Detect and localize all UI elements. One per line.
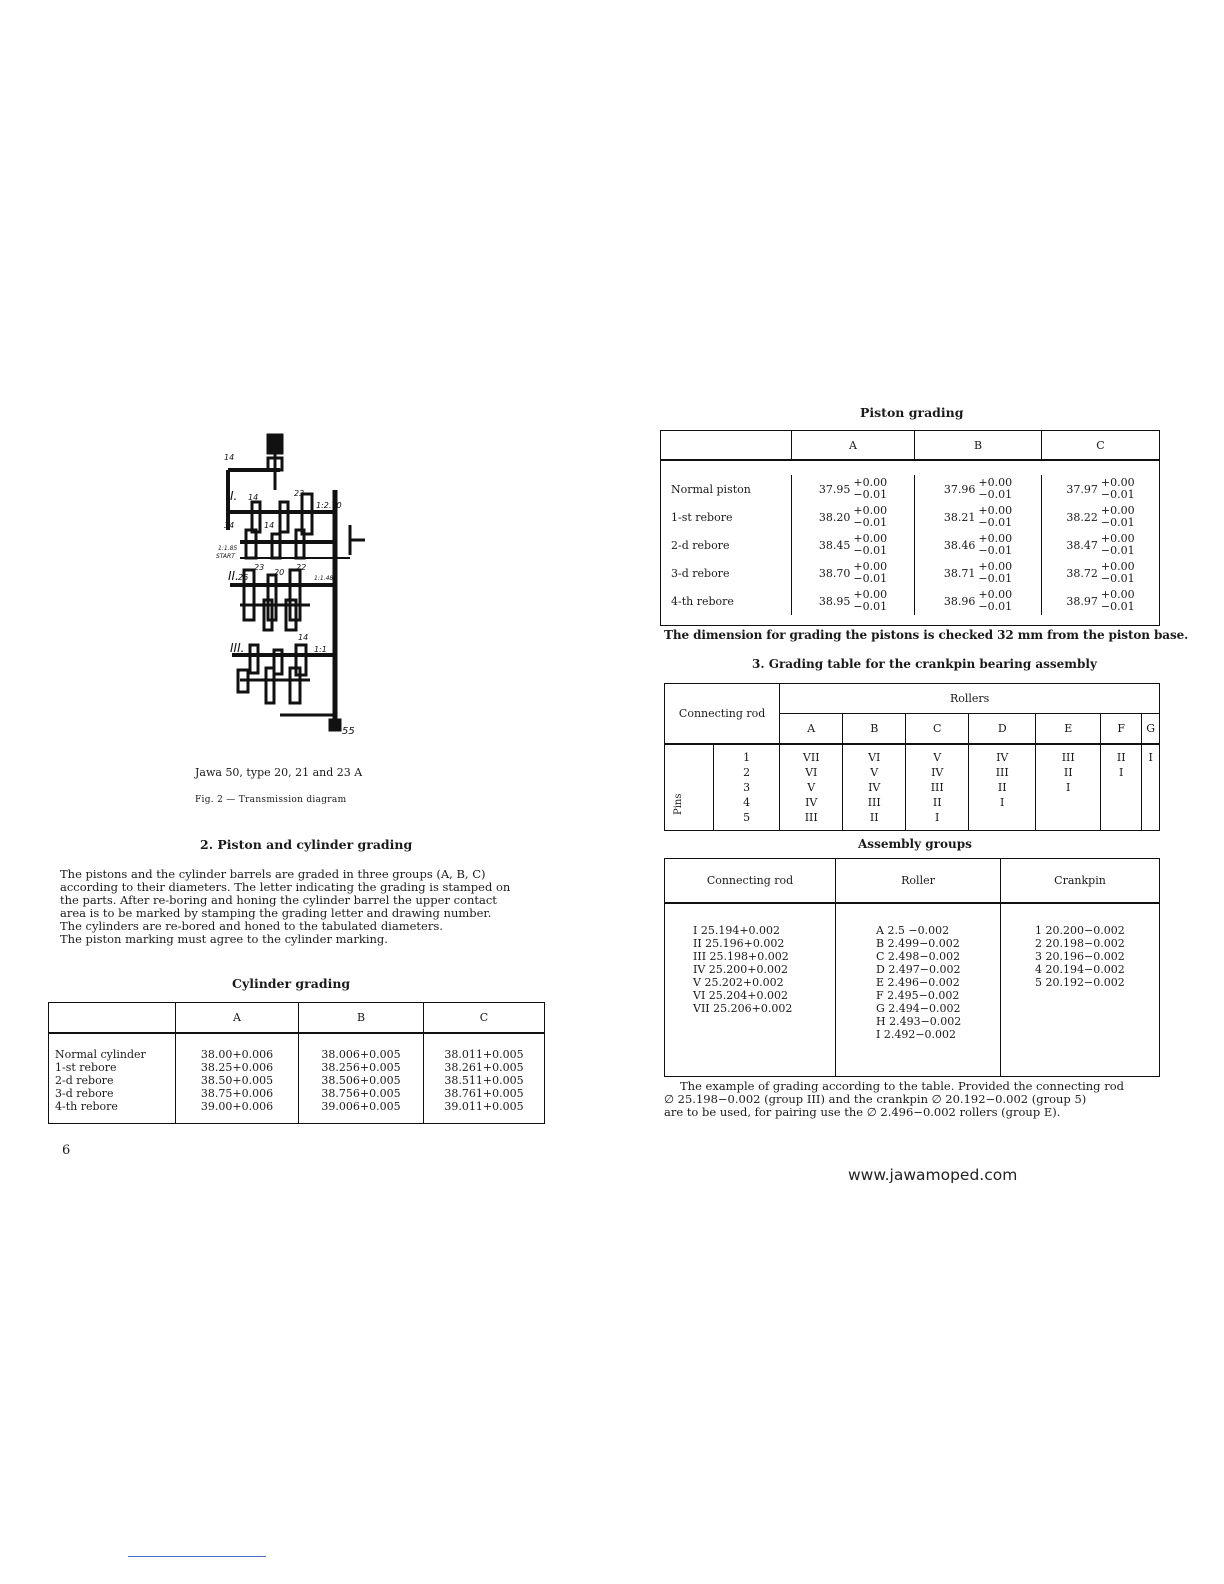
paragraph	[60, 868, 544, 946]
table-row	[661, 587, 1160, 615]
cell: III	[1036, 744, 1101, 765]
row-label: 1-st rebore	[55, 1060, 117, 1074]
list-item: H 2.493−0.002	[876, 1014, 962, 1028]
cell: 38.20	[818, 510, 851, 524]
tol-minus: −0.01	[1100, 544, 1135, 557]
cell: 38.22	[1066, 510, 1098, 524]
list-item: A 2.5 −0.002	[876, 923, 950, 937]
list-item: III 25.198+0.002	[693, 949, 789, 963]
grading-example	[664, 1080, 1164, 1119]
col-header-roller: Roller	[836, 859, 1001, 903]
diagram-label: 22	[296, 563, 307, 572]
tol-minus: −0.01	[853, 516, 888, 529]
tol-plus: +0.00	[1100, 476, 1135, 489]
row-label: 1-st rebore	[661, 503, 792, 531]
tol-minus: −0.01	[853, 544, 888, 557]
list-item: 5 20.192−0.002	[1035, 975, 1125, 989]
rollers-header: Rollers	[780, 684, 1160, 714]
list-item: 1 20.200−0.002	[1035, 923, 1125, 937]
diagram-label: 55	[342, 726, 355, 737]
list-item: C 2.498−0.002	[876, 949, 961, 963]
cell: I	[1148, 750, 1153, 764]
cell: IV	[969, 744, 1036, 765]
list-item: 4 20.194−0.002	[1035, 962, 1125, 976]
roller-col-d: D	[969, 714, 1036, 744]
cell: IV	[780, 795, 843, 810]
example-line: ∅ 25.198−0.002 (group III) and the crankpin ∅ 20.192−0.002 (group 5)	[664, 1092, 1087, 1106]
diagram-label: 1:1	[314, 645, 327, 654]
table-row	[661, 503, 1160, 531]
tol-plus: +0.00	[1100, 504, 1135, 517]
tol-plus: +0.00	[1100, 588, 1135, 601]
cell: I	[1036, 780, 1101, 795]
list-item: II 25.196+0.002	[693, 936, 785, 950]
connecting-rod-header: Connecting rod	[665, 684, 780, 744]
tol-minus: −0.01	[853, 572, 888, 585]
diagram-label: 14	[298, 633, 309, 642]
cell	[1142, 780, 1160, 795]
col-header-a: A	[176, 1003, 299, 1033]
cell: 38.256+0.005	[321, 1060, 401, 1074]
cell	[1142, 795, 1160, 810]
list-item: G 2.494−0.002	[876, 1001, 961, 1015]
website-url: www.jawamoped.com	[848, 1166, 1018, 1184]
row-label: 4-th rebore	[55, 1099, 118, 1113]
cell: V	[780, 780, 843, 795]
cell: 38.50+0.005	[200, 1073, 274, 1087]
piston-grading-title: Piston grading	[860, 405, 964, 420]
cell: II	[1036, 765, 1101, 780]
pin-number: 1	[714, 744, 780, 765]
col-header-b: B	[299, 1003, 424, 1033]
example-line: are to be used, for pairing use the ∅ 2.496−0.002 rollers (group E).	[664, 1105, 1061, 1119]
diagram-label: 23	[254, 563, 265, 572]
roller-col-f: F	[1101, 714, 1142, 744]
cell: 38.46	[943, 538, 976, 552]
col-b-values	[299, 1033, 424, 1124]
tol-minus: −0.01	[978, 488, 1013, 501]
paragraph-line: The cylinders are re-bored and honed to the tabulated diameters.	[60, 919, 443, 933]
tol-plus: +0.00	[978, 504, 1013, 517]
rod-column	[665, 903, 836, 1077]
cell: 39.006+0.005	[321, 1099, 401, 1113]
figure-caption: Jawa 50, type 20, 21 and 23 A	[195, 766, 363, 779]
cell: 39.00+0.006	[200, 1099, 274, 1113]
cell	[1142, 765, 1160, 780]
diagram-label: 34	[224, 521, 235, 530]
tol-minus: −0.01	[1100, 600, 1135, 613]
crankpin-column	[1001, 903, 1160, 1077]
table-row	[661, 559, 1160, 587]
pin-number: 2	[714, 765, 780, 780]
transmission-diagram	[210, 430, 370, 740]
cell: II	[1101, 744, 1142, 765]
col-a-values	[176, 1033, 299, 1124]
cell: I	[969, 795, 1036, 810]
tol-plus: +0.00	[853, 504, 888, 517]
diagram-label: 14	[224, 453, 235, 462]
list-item: E 2.496−0.002	[876, 975, 960, 989]
cell: 38.95	[818, 594, 851, 608]
diagram-label: START	[216, 553, 235, 560]
example-line: The example of grading according to the table. Provided the connecting rod	[680, 1079, 1124, 1093]
pin-number: 5	[714, 810, 780, 831]
list-item: I 25.194+0.002	[693, 923, 781, 937]
tol-plus: +0.00	[853, 532, 888, 545]
diagram-label: 1:1.85	[218, 545, 238, 552]
divider	[128, 1556, 266, 1557]
tol-plus: +0.00	[978, 560, 1013, 573]
cell: 38.756+0.005	[321, 1086, 401, 1100]
paragraph-line: The piston marking must agree to the cylinder marking.	[60, 932, 388, 946]
cell: 38.45	[818, 538, 851, 552]
row-labels	[49, 1033, 176, 1124]
diagram-label: II.	[228, 569, 239, 583]
paragraph-line: according to their diameters. The letter indicating the grading is stamped on	[60, 880, 511, 894]
page-number: 6	[62, 1143, 71, 1158]
list-item: V 25.202+0.002	[693, 975, 784, 989]
cell: I	[1101, 765, 1142, 780]
cell: 38.97	[1066, 594, 1098, 608]
cell: 38.506+0.005	[321, 1073, 401, 1087]
tol-minus: −0.01	[978, 572, 1013, 585]
tol-plus: +0.00	[853, 560, 888, 573]
cylinder-grading-table	[48, 1002, 545, 1124]
table-row	[661, 531, 1160, 559]
roller-col-g: G	[1146, 721, 1156, 735]
cell: III	[969, 765, 1036, 780]
pin-number: 4	[714, 795, 780, 810]
tol-plus: +0.00	[978, 476, 1013, 489]
cell: 38.96	[943, 594, 976, 608]
list-item: 3 20.196−0.002	[1035, 949, 1125, 963]
cell: 39.011+0.005	[444, 1099, 524, 1113]
tol-minus: −0.01	[978, 516, 1013, 529]
diagram-label: 26	[238, 573, 249, 582]
roller-col-b: B	[843, 714, 906, 744]
cell: IV	[843, 780, 906, 795]
tol-minus: −0.01	[1100, 572, 1135, 585]
cell	[1101, 780, 1142, 795]
roller-column	[836, 903, 1001, 1077]
cell: III	[780, 810, 843, 831]
cell: II	[906, 795, 969, 810]
cell: III	[843, 795, 906, 810]
row-label: 4-th rebore	[661, 587, 792, 615]
tol-minus: −0.01	[853, 600, 888, 613]
cell: VII	[780, 744, 843, 765]
diagram-label: 20	[274, 568, 285, 577]
tol-plus: +0.00	[978, 588, 1013, 601]
col-header-connecting-rod: Connecting rod	[665, 859, 836, 903]
tol-plus: +0.00	[853, 588, 888, 601]
cell: 37.95	[818, 482, 851, 496]
cell: 38.71	[943, 566, 976, 580]
tol-plus: +0.00	[1100, 560, 1135, 573]
cell: 38.011+0.005	[444, 1047, 524, 1061]
cell: II	[969, 780, 1036, 795]
paragraph-line: the parts. After re-boring and honing the cylinder barrel the upper contact	[60, 893, 497, 907]
figure-caption: Fig. 2 — Transmission diagram	[195, 795, 347, 805]
cell: 38.21	[943, 510, 976, 524]
pins-label: Pins	[673, 793, 684, 815]
diagram-label: I.	[230, 489, 238, 503]
pin-number: 3	[714, 780, 780, 795]
row-label: Normal piston	[661, 475, 792, 503]
cell: V	[906, 744, 969, 765]
cell: IV	[906, 765, 969, 780]
tol-minus: −0.01	[1100, 488, 1135, 501]
row-label: Normal cylinder	[55, 1047, 146, 1061]
diagram-label: 23	[294, 489, 305, 498]
cell: II	[843, 810, 906, 831]
piston-grading-table	[660, 430, 1160, 626]
cell: V	[843, 765, 906, 780]
tol-plus: +0.00	[853, 476, 888, 489]
paragraph-line: area is to be marked by stamping the grading letter and drawing number.	[60, 906, 492, 920]
col-header-c: C	[424, 1003, 545, 1033]
cell: 37.97	[1066, 482, 1098, 496]
cell: 38.72	[1066, 566, 1098, 580]
cell: 38.761+0.005	[444, 1086, 524, 1100]
crankpin-grading-table	[664, 683, 1160, 831]
cylinder-grading-title: Cylinder grading	[232, 976, 351, 991]
col-header-b: B	[915, 431, 1042, 461]
paragraph-line: The pistons and the cylinder barrels are graded in three groups (A, B, C)	[60, 867, 486, 881]
cell: 38.006+0.005	[321, 1047, 401, 1061]
col-header-a: A	[792, 431, 915, 461]
cell	[1101, 795, 1142, 810]
piston-note: The dimension for grading the pistons is checked 32 mm from the piston base.	[664, 628, 1189, 642]
list-item: B 2.499−0.002	[876, 936, 960, 950]
row-label: 3-d rebore	[661, 559, 792, 587]
cell: VI	[780, 765, 843, 780]
cell: 38.261+0.005	[444, 1060, 524, 1074]
diagram-label: 14	[248, 493, 259, 502]
table-row	[661, 475, 1160, 503]
cell: 38.511+0.005	[444, 1073, 524, 1087]
roller-col-a: A	[780, 714, 843, 744]
section-title: 2. Piston and cylinder grading	[200, 837, 413, 852]
assembly-groups-table	[664, 858, 1160, 1077]
cell: 38.75+0.006	[200, 1086, 274, 1100]
tol-minus: −0.01	[853, 488, 888, 501]
cell	[969, 810, 1036, 831]
cell: 38.00+0.006	[200, 1047, 274, 1061]
cell: VI	[843, 744, 906, 765]
col-c-values	[424, 1033, 545, 1124]
crankpin-title: 3. Grading table for the crankpin bearing assembly	[752, 657, 1097, 671]
list-item: IV 25.200+0.002	[693, 962, 788, 976]
cell: I	[906, 810, 969, 831]
cell: 37.96	[943, 482, 976, 496]
diagram-label: III.	[230, 641, 245, 655]
cell	[1142, 810, 1160, 831]
list-item: F 2.495−0.002	[876, 988, 960, 1002]
cell	[1036, 795, 1101, 810]
list-item: I 2.492−0.002	[876, 1027, 957, 1041]
diagram-label: 14	[264, 521, 275, 530]
col-header-crankpin: Crankpin	[1054, 873, 1106, 887]
cell	[1036, 810, 1101, 831]
tol-plus: +0.00	[978, 532, 1013, 545]
tol-minus: −0.01	[978, 600, 1013, 613]
list-item: VI 25.204+0.002	[693, 988, 788, 1002]
cell: 38.70	[818, 566, 851, 580]
assembly-groups-title: Assembly groups	[858, 837, 972, 851]
cell: 38.25+0.006	[200, 1060, 274, 1074]
cell	[1101, 810, 1142, 831]
diagram-label: 1:2.70	[316, 501, 342, 510]
row-label: 3-d rebore	[55, 1086, 114, 1100]
tol-minus: −0.01	[1100, 516, 1135, 529]
list-item: D 2.497−0.002	[876, 962, 961, 976]
roller-col-c: C	[906, 714, 969, 744]
row-label: 2-d rebore	[55, 1073, 114, 1087]
cell: III	[906, 780, 969, 795]
col-header-c: C	[1096, 438, 1105, 452]
list-item: VII 25.206+0.002	[693, 1001, 793, 1015]
cell: 38.47	[1066, 538, 1098, 552]
list-item: 2 20.198−0.002	[1035, 936, 1125, 950]
tol-plus: +0.00	[1100, 532, 1135, 545]
diagram-label: 1:1.48	[314, 575, 334, 582]
tol-minus: −0.01	[978, 544, 1013, 557]
row-label: 2-d rebore	[661, 531, 792, 559]
roller-col-e: E	[1036, 714, 1101, 744]
